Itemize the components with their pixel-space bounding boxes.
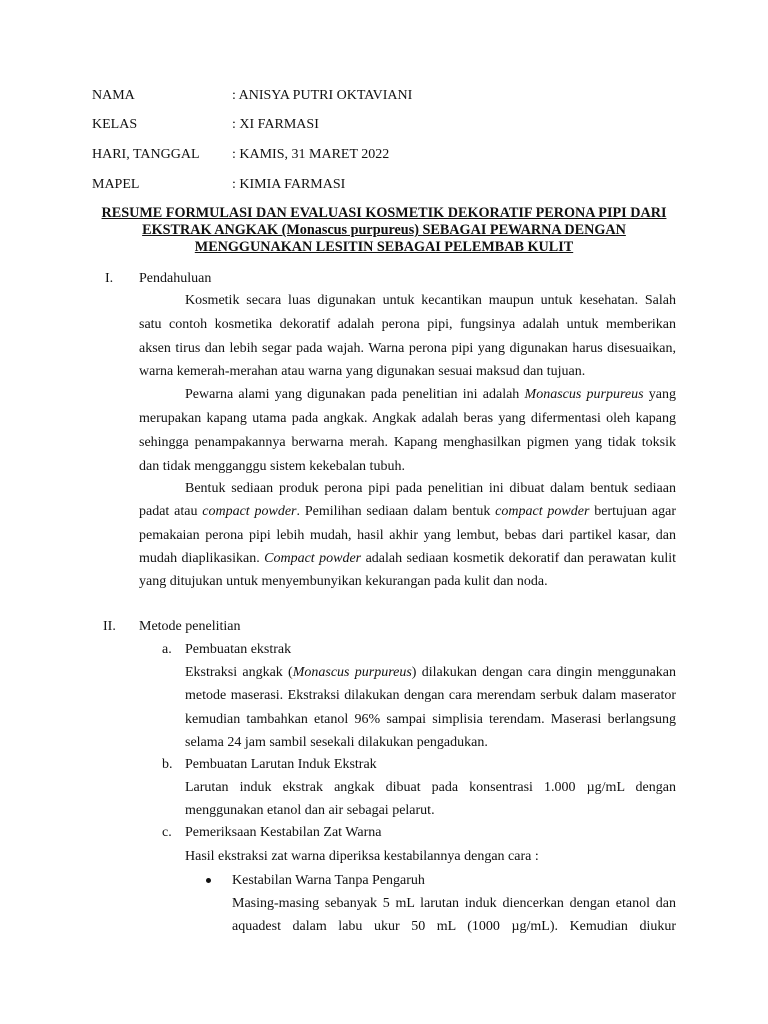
header-value-tanggal: : KAMIS, 31 MARET 2022 bbox=[232, 147, 390, 162]
header-value-mapel: : KIMIA FARMASI bbox=[232, 177, 346, 192]
bullet-icon bbox=[206, 878, 211, 883]
paragraph-line: dan tidak mengganggu sistem kekebalan tubuh. bbox=[139, 459, 405, 474]
document-title bbox=[90, 205, 678, 256]
italic-term: compact powder bbox=[202, 504, 297, 519]
paragraph-line: Pewarna alami yang digunakan pada penelitian ini adalah Monascus purpureus yang bbox=[185, 387, 676, 402]
paragraph-line: aquadest dalam labu ukur 50 mL (1000 µg/mL). Kemudian diukur bbox=[232, 919, 676, 934]
title-line-3: MENGGUNAKAN LESITIN SEBAGAI PELEMBAB KULIT bbox=[194, 239, 574, 255]
paragraph-line: Kosmetik secara luas digunakan untuk kecantikan maupun untuk kesehatan. Salah bbox=[185, 293, 676, 308]
italic-term: Compact powder bbox=[264, 551, 362, 566]
section-2-number: II. bbox=[103, 619, 116, 634]
paragraph-line: aksen tirus dan lebih segar pada wajah. Warna perona pipi yang digunakan harus disesuaikan, bbox=[139, 341, 676, 356]
header-value-nama: : ANISYA PUTRI OKTAVIANI bbox=[232, 88, 413, 103]
paragraph-line: satu contoh kosmetika dekoratif adalah perona pipi, fungsinya adalah untuk memberikan bbox=[139, 317, 676, 332]
paragraph-line: kemudian tambahkan etanol 96% sampai simplisia terendam. Maserasi berlangsung bbox=[185, 712, 676, 727]
subsection-c-heading: Pemeriksaan Kestabilan Zat Warna bbox=[185, 825, 382, 840]
subsection-c-marker: c. bbox=[162, 825, 172, 840]
paragraph-line: Bentuk sediaan produk perona pipi pada penelitian ini dibuat dalam bentuk sediaan bbox=[185, 481, 676, 496]
paragraph-line: pemakaian perona pipi lebih mudah, hasil akhir yang lembut, bebas dari partikel kasar, dan bbox=[139, 528, 676, 543]
italic-term: Monascus purpureus bbox=[292, 665, 412, 680]
subsection-a-heading: Pembuatan ekstrak bbox=[185, 642, 292, 657]
title-line-1: RESUME FORMULASI DAN EVALUASI KOSMETIK DEKORATIF PERONA PIPI DARI bbox=[101, 205, 667, 221]
paragraph-line: Ekstraksi angkak (Monascus purpureus) dilakukan dengan cara dingin menggunakan bbox=[185, 665, 676, 680]
header-label-mapel: MAPEL bbox=[92, 177, 140, 192]
bullet-heading: Kestabilan Warna Tanpa Pengaruh bbox=[232, 873, 425, 888]
paragraph-line: selama 24 jam sambil sesekali dilakukan pengadukan. bbox=[185, 735, 488, 750]
paragraph-line: mudah diaplikasikan. Compact powder adalah sediaan kosmetik dekoratif dan perawatan kulit bbox=[139, 551, 676, 566]
paragraph-line: sehingga penampakannya berwarna merah. Kapang menghasilkan pigmen yang tidak toksik bbox=[139, 435, 676, 450]
italic-term: Monascus purpureus bbox=[524, 387, 644, 402]
section-1-number: I. bbox=[105, 271, 114, 286]
paragraph-line: padat atau compact powder. Pemilihan sediaan dalam bentuk compact powder bertujuan agar bbox=[139, 504, 676, 519]
paragraph-line: metode maserasi. Ekstraksi dilakukan dengan cara merendam serbuk dalam maserator bbox=[185, 688, 676, 703]
title-line-2: EKSTRAK ANGKAK (Monascus purpureus) SEBAGAI PEWARNA DENGAN bbox=[142, 222, 626, 238]
paragraph-line: Hasil ekstraksi zat warna diperiksa kestabilannya dengan cara : bbox=[185, 849, 539, 864]
italic-term: compact powder bbox=[495, 504, 590, 519]
subsection-b-heading: Pembuatan Larutan Induk Ekstrak bbox=[185, 757, 377, 772]
header-label-kelas: KELAS bbox=[92, 117, 138, 132]
paragraph-line: yang ditujukan untuk menyembunyikan kekurangan pada kulit dan noda. bbox=[139, 574, 548, 589]
paragraph-line: Masing-masing sebanyak 5 mL larutan induk diencerkan dengan etanol dan bbox=[232, 896, 676, 911]
paragraph-line: Larutan induk ekstrak angkak dibuat pada konsentrasi 1.000 µg/mL dengan bbox=[185, 780, 676, 795]
paragraph-line: menggunakan etanol dan air sebagai pelarut. bbox=[185, 803, 435, 818]
section-2-heading: Metode penelitian bbox=[139, 619, 241, 634]
header-label-tanggal: HARI, TANGGAL bbox=[92, 147, 200, 162]
header-label-nama: NAMA bbox=[92, 88, 135, 103]
section-1-heading: Pendahuluan bbox=[139, 271, 212, 286]
subsection-a-marker: a. bbox=[162, 642, 172, 657]
header-value-kelas: : XI FARMASI bbox=[232, 117, 319, 132]
paragraph-line: warna kemerah-merahan atau warna yang digunakan sesuai maksud dan tujuan. bbox=[139, 364, 586, 379]
subsection-b-marker: b. bbox=[162, 757, 173, 772]
paragraph-line: merupakan kapang utama pada angkak. Angkak adalah beras yang difermentasi oleh kapang bbox=[139, 411, 676, 426]
